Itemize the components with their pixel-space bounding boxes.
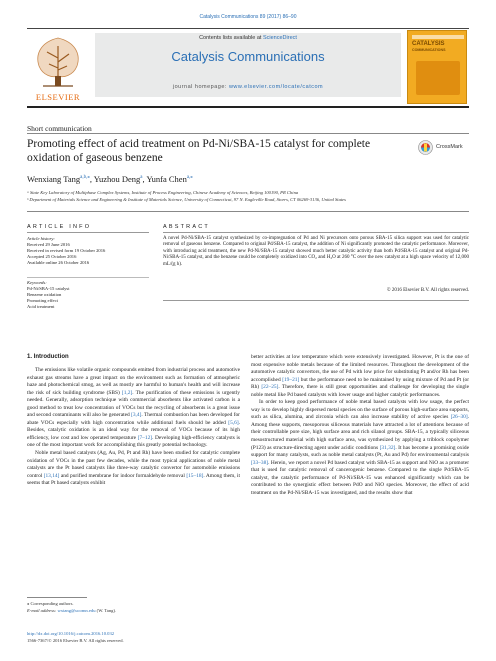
cover-title-line1: CATALYSIS: [412, 41, 445, 47]
paragraph: [27, 450, 240, 488]
citation-link[interactable]: [33–38]: [251, 459, 269, 466]
citation-link[interactable]: [22–25]: [261, 384, 279, 391]
keyword-item: Pd-Ni/SBA-15 catalyst: [27, 286, 70, 291]
citation-link[interactable]: [19–21]: [282, 376, 300, 383]
history-accepted: Accepted 25 October 2016: [27, 254, 77, 259]
text-run: . Thermal combustion has been developed for abate VOCs especially with high concentration while additional fuels should be added: [27, 412, 240, 426]
journal-title: Catalysis Communications: [171, 49, 325, 64]
history-received: Received 29 June 2016: [27, 242, 70, 247]
keyword-item: Promoting effect: [27, 298, 58, 303]
sciencedirect-link[interactable]: ScienceDirect: [262, 35, 297, 41]
citation-link[interactable]: [3,4]: [131, 412, 142, 419]
cover-title: [412, 41, 464, 53]
text-run: but the performance need to be maintained by using mixture of Pd and Pt (or Rh): [251, 376, 469, 391]
footnote-rule: [27, 597, 87, 598]
homepage-line: [95, 84, 401, 90]
body-column-left: [27, 367, 240, 488]
text-run: . Besides, catalytic oxidation is an ideal way for the removal of VOCs because of its high efficiency, low cost and low operated temperature: [27, 419, 240, 441]
history-label: Article history:: [27, 236, 55, 241]
cover-title-line2: COMMUNICATIONS: [412, 48, 446, 52]
header-top-rule: [27, 28, 469, 29]
crossmark-icon: [418, 140, 433, 155]
keyword-item: Benzene oxidation: [27, 292, 62, 297]
cover-strip: [412, 35, 464, 39]
article-type: Short communication: [27, 124, 92, 133]
homepage-link[interactable]: www.elsevier.com/locate/catcom: [228, 84, 324, 90]
article-info-heading: ARTICLE INFO: [27, 224, 92, 230]
text-run: Noble metal based catalysts (Ag, Au, Pd, Pt and Rh) have been studied for catalytic complete oxidation of VOCs in the past few decades, while the most typical applications of noble metal catalysts are the Pt based catalysts like three-way catalytic convertor for automobile emissions control: [27, 450, 240, 479]
divider: [163, 232, 469, 233]
author-name[interactable]: Yunfa Chen: [146, 174, 187, 184]
journal-header: [27, 28, 469, 100]
keywords-label: Keywords:: [27, 280, 47, 285]
body-column-right: [251, 354, 469, 497]
citation-link[interactable]: [1,2]: [121, 389, 133, 396]
crossmark-label: CrossMark: [436, 144, 463, 150]
affiliation-b: ᵇ Department of Materials Science and Engineering & Institute of Materials Science, University of Connecticut, 97 N. Eagleville Road, Storrs, CT 06269-3136, United States: [27, 197, 346, 202]
text-run: better activities at low temperature which were extensively investigated. However, Pt is the one of most expensive noble metals because of the limited resources. Throughout the development of the automotive catalytic convertors, the use of Pd with low price for substituting Pt and/or Rh has been accomplished: [251, 354, 469, 383]
affiliation-a: ᵃ State Key Laboratory of Multiphase Complex Systems, Institute of Process Engineering, Chinese Academy of Sciences, Beijing 100190, PR China: [27, 190, 299, 195]
divider: [27, 211, 469, 212]
crossmark-button[interactable]: [418, 140, 470, 156]
author-name[interactable]: Wenxiang Tang: [27, 174, 81, 184]
keyword-item: Acid treatment: [27, 304, 55, 309]
history-online: Available online 26 October 2016: [27, 260, 90, 265]
text-run: . Therefore, there is still great opportunities and challenge for developing the single noble metal like Pd based catalysts with lower usage and higher catalytic performances.: [251, 384, 469, 398]
journal-reference[interactable]: Catalysis Communications 89 (2017) 86–90: [199, 14, 297, 20]
text-run: . The purification of these emissions is urgently needed. Generally, adsorption technique with commercial absorbents like activated carbon is a good method to treat low concentration of VOCs but the recycling of absorbents is a great issue and second contaminants will also be generated: [27, 389, 240, 419]
text-run: . Developing high-efficiency catalysts is one of the most important work for accomplishing this greatly potential technology.: [27, 434, 240, 449]
homepage-prefix: journal homepage:: [172, 84, 227, 90]
history-revised: Received in revised form 19 October 2016: [27, 248, 106, 253]
text-run: . Among these supports, mesoporous siliceous materials have attracted a lot of attentions because of their controllable pore size, high surface area and rich silanol groups. SBA-15, a typically siliceous mesostructured material with high surface area, was synthesized by applying a triblock copolymer (P123) as structure-directing agent under acidic conditions: [251, 414, 469, 451]
divider: [27, 277, 149, 278]
citation-link[interactable]: [26–30]: [450, 414, 468, 421]
email-owner: (W. Tang).: [95, 608, 117, 613]
citation-link[interactable]: [7–12]: [137, 434, 153, 441]
issn-line: 1566-7367/© 2016 Elsevier B.V. All rights reserved.: [27, 638, 124, 643]
divider: [27, 232, 149, 233]
author-name[interactable]: Yuzhou Deng: [93, 174, 141, 184]
citation-link[interactable]: [13,14]: [43, 472, 60, 479]
email-label: E-mail address:: [27, 608, 57, 613]
text-run: In order to keep good performance of noble metal based catalysts with low usage, the perfect way is to develop highly dispersed metal species on the surface of porous high-surface area supports, such as silica, alumina, and zirconia which can also increase stability of active species: [251, 399, 469, 421]
text-run: The emissions like volatile organic compounds emitted from industrial process and automotive exhaust gas streams have a great impact on the environment such as formation of atmospheric haze and photochemical smog, as well as mostly are harmful to human's health and will increase the risk of sick building syndrome (SBS): [27, 367, 240, 396]
article-history: [27, 236, 149, 266]
text-run: . Herein, we report a novel Pd based catalyst with SBA-15 as support and NiO as a promoter that is used for catalytic removal of cancerogenic benzene. Compared to the single Pd/SBA-15 catalyst, the catalytic performance of Pd-Ni/SBA-15 was enhanced significantly which can be contributed to the synergistic effect between PdO and NiO species. Moreover, the effect of acid treatment on the Pd-Ni/SBA-15 was investigated, and the results show that: [251, 459, 469, 496]
paragraph: [251, 354, 469, 399]
divider: [27, 133, 469, 134]
elsevier-tree-logo: [29, 32, 87, 98]
text-run: . Among them, it seems that Pt based catalysts exhibit: [27, 472, 240, 487]
citation-link[interactable]: [31,32]: [379, 444, 396, 451]
author-affiliation-marker[interactable]: a,b,⁎: [80, 175, 90, 181]
abstract-heading: ABSTRACT: [163, 224, 210, 230]
citation-link[interactable]: [15–18]: [186, 472, 204, 479]
section-heading: 1. Introduction: [27, 354, 69, 360]
keywords: [27, 280, 149, 310]
paragraph: [27, 367, 240, 450]
header-bottom-rule: [27, 106, 469, 108]
author-affiliation-marker[interactable]: a: [140, 175, 143, 181]
article-title: Promoting effect of acid treatment on Pd-Ni/SBA-15 catalyst for complete oxidation of gaseous benzene: [27, 138, 371, 164]
paragraph: [251, 399, 469, 497]
author-list: Wenxiang Tang$^{a,b,⁎}$, Yuzhou Deng$^a$, Yunfa Chen$^{a,⁎}$: [27, 174, 193, 184]
author-affiliation-marker[interactable]: a,⁎: [186, 175, 193, 181]
journal-banner: [95, 33, 401, 97]
footnote-corresponding: ⁎ Corresponding authors.: [27, 601, 74, 606]
email-link[interactable]: wxtang@ucomn.edu: [57, 608, 96, 613]
text-run: and purified membrane for indoor formaldehyde removal: [59, 472, 187, 479]
copyright: © 2016 Elsevier B.V. All rights reserved.: [386, 288, 469, 293]
doi-link[interactable]: http://dx.doi.org/10.1016/j.catcom.2016.10.032: [27, 631, 115, 636]
citation-link[interactable]: [5,6]: [228, 419, 239, 426]
footnote-email: [27, 608, 116, 613]
contents-prefix: Contents lists available at: [199, 35, 262, 41]
publisher-logo-text: ELSEVIER: [35, 92, 81, 102]
abstract-text: A novel Pd-Ni/SBA-15 catalyst synthesized by co-impregnation of Pd and Ni precursors onto porous SBA-15 silica support was used for catalytic removal of gaseous benzene. Compared to original Pd/SBA-15 catalyst, the addition of Ni significantly promoted the catalytic performance. Moreover, with introducing acid treatment, the new Pd-Ni/SBA-15 catalyst showed much better catalytic activity than both Pd/SBA-15 catalyst and original Pd-Ni/SBA-15 catalyst, and the benzene could be completely oxidized into CO₂ and H₂O at 260 °C over the new catalyst at a high space velocity of 12,000 mL/(g h).: [163, 236, 469, 267]
divider: [163, 300, 469, 301]
journal-cover-thumbnail[interactable]: [407, 30, 467, 104]
text-run: . It has become a promising oxide support for many catalysts, such as noble metal catalysts (Pt, Au and Pd) for environmental catalysis: [251, 444, 469, 459]
cover-artwork: [416, 61, 460, 95]
contents-line: [95, 35, 401, 41]
